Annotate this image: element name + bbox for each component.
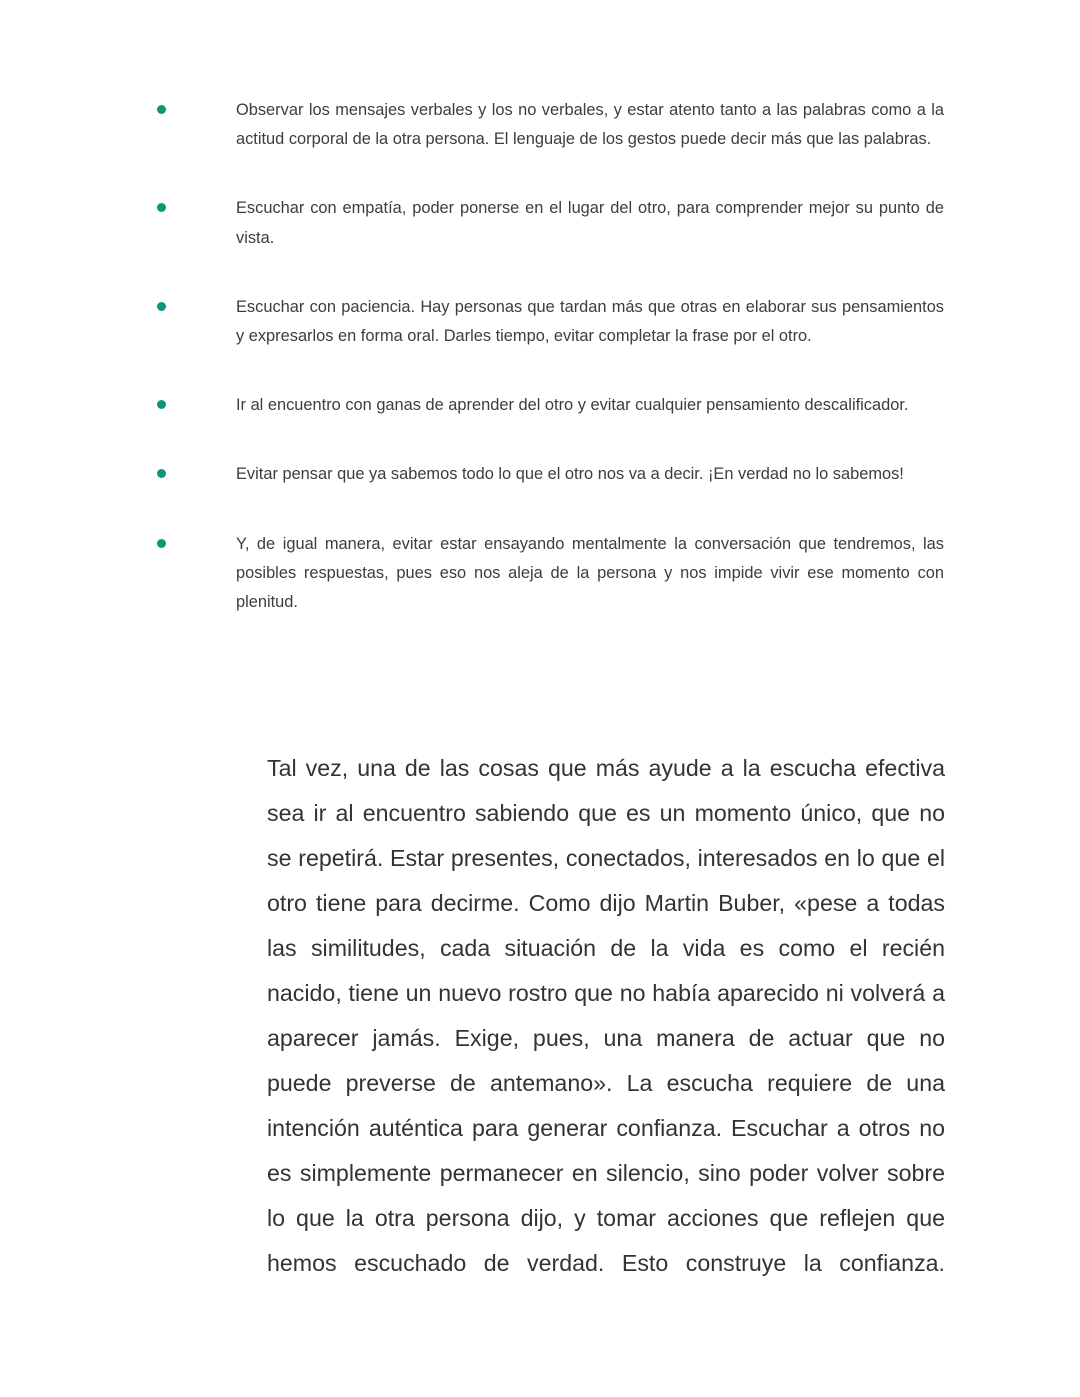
list-item (0, 530, 1080, 618)
list-item-text: Escuchar con empatía, poder ponerse en el lugar del otro, para comprender mejor su punto de vista. (236, 199, 944, 247)
bullet-dot-icon (157, 203, 166, 212)
list-item (0, 460, 1080, 489)
bullet-dot-icon (157, 302, 166, 311)
bullet-list (0, 96, 1080, 657)
list-item (0, 96, 1080, 154)
bullet-dot-icon (157, 400, 166, 409)
list-item (0, 391, 1080, 420)
list-item-text: Y, de igual manera, evitar estar ensayando mentalmente la conversación que tendremos, las posibles respuestas, pues eso nos aleja de la persona y nos impide vivir ese momento con plenitud. (236, 534, 944, 612)
list-item-text: Ir al encuentro con ganas de aprender del otro y evitar cualquier pensamiento descalificador. (236, 396, 909, 415)
list-item (0, 194, 1080, 252)
list-item-text: Escuchar con paciencia. Hay personas que tardan más que otras en elaborar sus pensamientos y expresarlos en forma oral. Darles tiempo, evitar completar la frase por el otro. (236, 297, 944, 346)
bullet-dot-icon (157, 539, 166, 548)
list-item-text: Evitar pensar que ya sabemos todo lo que el otro nos va a decir. ¡En verdad no lo sabemos! (236, 465, 904, 484)
list-item-text: Observar los mensajes verbales y los no verbales, y estar atento tanto a las palabras como a la actitud corporal de la otra persona. El lenguaje de los gestos puede decir más que las palabras. (236, 101, 944, 149)
list-item (0, 293, 1080, 351)
bullet-dot-icon (157, 105, 166, 114)
body-paragraph: Tal vez, una de las cosas que más ayude a la escucha efectiva sea ir al encuentro sabiendo que es un momento único, que no se repetirá. Estar presentes, conectados, interesados en lo que el otro tiene para decirme. Como dijo Martin Buber, «pese a todas las similitudes, cada situación de la vida es como el recién nacido, tiene un nuevo rostro que no había aparecido ni volverá a aparecer jamás. Exige, pues, una manera de actuar que no puede preverse de antemano». La escucha requiere de una intención auténtica para generar confianza. Escuchar a otros no es simplemente permanecer en silencio, sino poder volver sobre lo que la otra persona dijo, y tomar acciones que reflejen que hemos escuchado de verdad. Esto construye la confianza. (267, 755, 945, 1277)
bullet-dot-icon (157, 469, 166, 478)
